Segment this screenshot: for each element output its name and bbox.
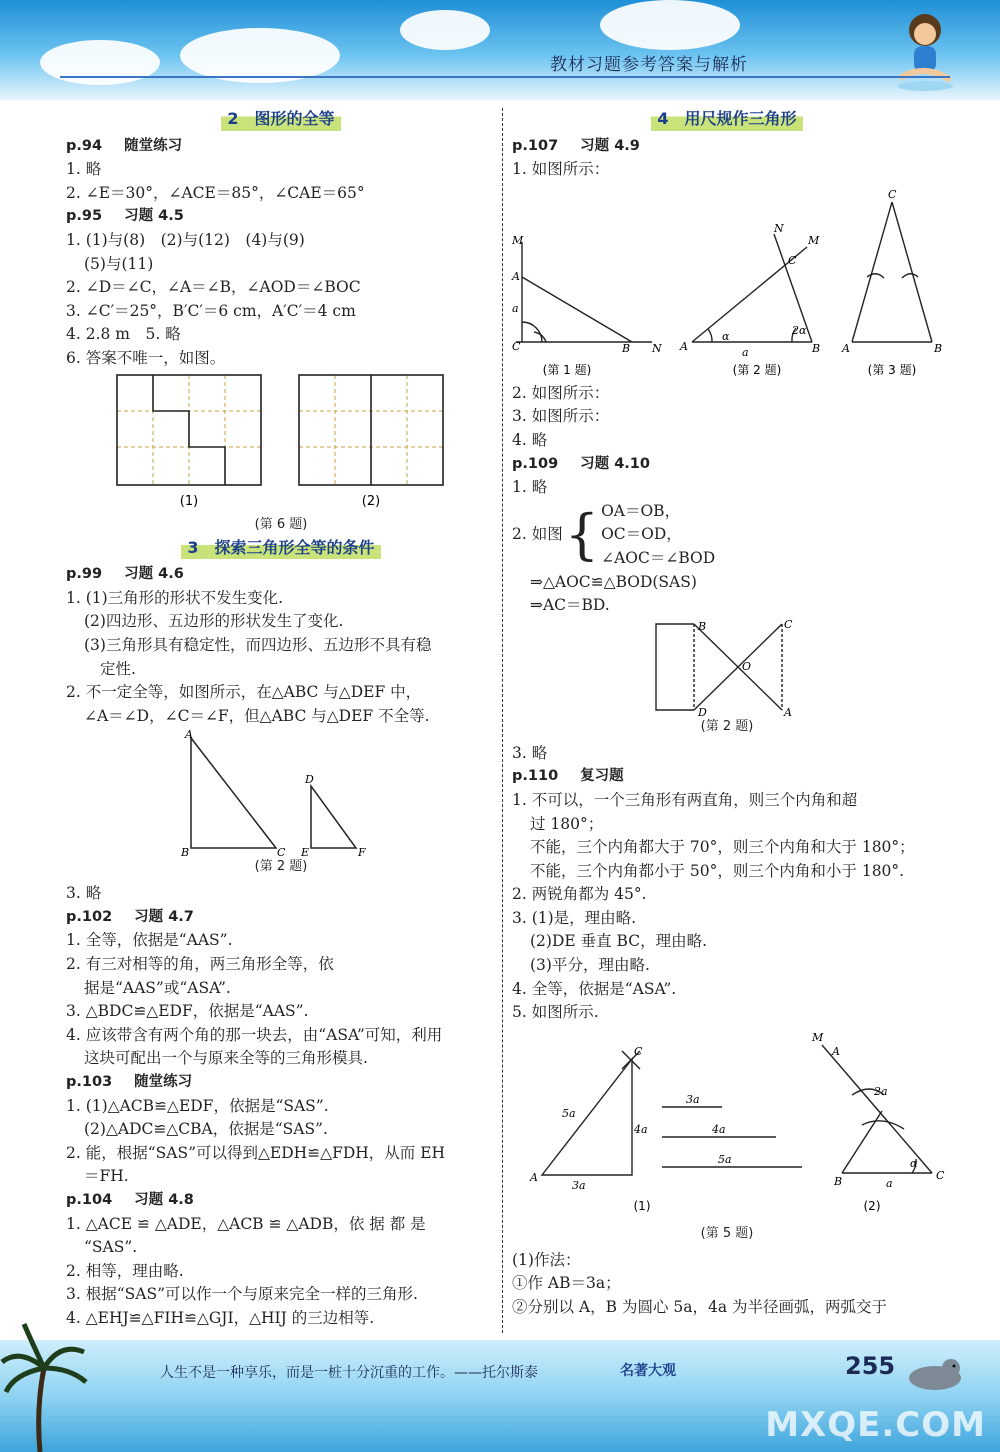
- svg-text:O: O: [742, 659, 752, 673]
- answer-line: (3)三角形具有稳定性，而四边形、五边形不具有稳: [84, 635, 432, 654]
- answer-line: 这块可配出一个与原来全等的三角形模具.: [84, 1049, 368, 1068]
- exercise-ref: p.99 习题 4.6: [66, 566, 184, 583]
- header-title: 教材习题参考答案与解析: [550, 55, 748, 75]
- answer-line: 3. 根据“SAS”可以作一个与原来完全一样的三角形.: [66, 1285, 418, 1304]
- answer-line: ⇒△AOC≌△BOD(SAS): [530, 572, 697, 591]
- answer-line: 2. ∠E＝30°，∠ACE＝85°，∠CAE＝65°: [66, 183, 365, 202]
- figure-sub-label: (1): [179, 493, 199, 509]
- answer-line: ①作 AB＝3a；: [512, 1274, 621, 1293]
- answer-line: ②分别以 A，B 为圆心 5a，4a 为半径画弧，两弧交于: [512, 1298, 887, 1317]
- svg-text:4a: 4a: [712, 1122, 726, 1136]
- figure-sub-label: (2): [361, 493, 381, 509]
- figure-review-constructions: [512, 1025, 945, 1225]
- answer-line: (2)DE 垂直 BC，理由略.: [530, 932, 708, 951]
- figure-sub-label: (1): [633, 1198, 651, 1213]
- svg-text:α: α: [722, 329, 730, 343]
- svg-text:α: α: [910, 1156, 918, 1170]
- answer-line: 4. 略: [512, 430, 548, 449]
- answer-line: (1)作法：: [512, 1250, 581, 1269]
- answer-line: (2)四边形、五边形的形状发生了变化.: [84, 612, 344, 631]
- header-sky-banner: [0, 0, 1000, 100]
- answer-line: 2. 能，根据“SAS”可以得到△EDH≌△FDH，从而 EH: [66, 1143, 446, 1162]
- svg-text:F: F: [358, 846, 366, 860]
- svg-text:C: C: [788, 253, 797, 267]
- answer-line: 3. (1)是，理由略.: [512, 908, 637, 927]
- answer-line: (2)△ADC≌△CBA，依据是“SAS”.: [84, 1120, 328, 1139]
- answer-line: ∠AOC＝∠BOD: [601, 548, 716, 567]
- cloud-decoration: [180, 28, 340, 83]
- svg-text:B: B: [622, 341, 631, 355]
- svg-text:a: a: [886, 1176, 893, 1190]
- answer-line: 2. ∠D＝∠C，∠A＝∠B，∠AOD＝∠BOC: [66, 278, 361, 297]
- proof-conditions: [601, 500, 715, 571]
- svg-text:2α: 2α: [792, 323, 807, 337]
- svg-text:5a: 5a: [718, 1152, 732, 1166]
- exercise-ref: p.95 习题 4.5: [66, 208, 184, 225]
- answer-line: 据是“AAS”或“ASA”.: [84, 978, 231, 997]
- exercise-ref: p.107 习题 4.9: [512, 137, 640, 154]
- figure-caption: (第 3 题): [867, 362, 917, 377]
- answer-line: 6. 答案不唯一，如图。: [66, 348, 226, 367]
- figure-sub-label: (2): [863, 1198, 881, 1213]
- svg-text:A: A: [680, 339, 688, 353]
- cloud-decoration: [40, 40, 160, 85]
- svg-text:A: A: [832, 1044, 840, 1058]
- svg-text:B: B: [812, 341, 821, 355]
- answer-line: ＝FH.: [84, 1167, 129, 1186]
- svg-text:M: M: [808, 233, 820, 247]
- figure-caption: (第 2 题): [700, 718, 754, 734]
- exercise-ref: p.110 复习题: [512, 768, 624, 785]
- figure-triangle-constructions: [512, 182, 942, 382]
- svg-text:C: C: [634, 1044, 643, 1058]
- svg-text:B: B: [934, 341, 943, 355]
- answer-line: 1. 不可以，一个三角形有两直角，则三个内角和超: [512, 790, 858, 809]
- answer-line: 4. 应该带含有两个角的那一块去，由“ASA”可知，利用: [66, 1025, 443, 1044]
- svg-text:C: C: [512, 339, 521, 353]
- seal-mascot-icon: [905, 1352, 965, 1392]
- brace-icon: {: [564, 503, 600, 567]
- answer-line: ⇒AC＝BD.: [530, 596, 610, 615]
- page-number: 255: [845, 1352, 896, 1380]
- figure-pond-measure: [642, 618, 812, 718]
- header-rule: [60, 76, 950, 78]
- svg-text:M: M: [512, 233, 524, 247]
- svg-text:5a: 5a: [562, 1106, 576, 1120]
- svg-text:D: D: [305, 773, 314, 787]
- answer-line: ∠A＝∠D，∠C＝∠F，但△ABC 与△DEF 不全等.: [84, 706, 430, 725]
- svg-text:A: A: [842, 341, 850, 355]
- svg-text:C: C: [784, 617, 793, 631]
- svg-text:C: C: [888, 187, 897, 201]
- svg-text:B: B: [181, 846, 190, 860]
- svg-text:A: A: [784, 705, 792, 719]
- answer-line: 2. 有三对相等的角，两三角形全等，依: [66, 955, 334, 974]
- palm-tree-icon: [0, 1318, 90, 1452]
- answer-line: 不能，三个内角都小于 50°，则三个内角和小于 180°.: [530, 861, 905, 880]
- svg-text:B: B: [834, 1174, 843, 1188]
- footer-quote: 人生不是一种享乐，而是一桩十分沉重的工作。——托尔斯泰: [160, 1365, 538, 1381]
- answer-line: 1. 全等，依据是“AAS”.: [66, 931, 233, 950]
- figure-grid-division: [91, 371, 471, 516]
- svg-text:N: N: [774, 221, 784, 235]
- answer-line: 2. 不一定全等，如图所示，在△ABC 与△DEF 中，: [66, 683, 422, 702]
- exercise-ref: p.109 习题 4.10: [512, 455, 650, 472]
- mascot-girl-icon: [890, 8, 960, 93]
- svg-text:N: N: [652, 341, 662, 355]
- svg-text:A: A: [185, 728, 193, 742]
- right-column: [512, 105, 945, 1320]
- answer-line: 3. 略: [512, 743, 548, 762]
- svg-text:a: a: [512, 301, 519, 315]
- section-title: 4 用尺规作三角形: [512, 107, 942, 131]
- exercise-ref: p.104 习题 4.8: [66, 1192, 194, 1208]
- exercise-ref: p.103 随堂练习: [66, 1074, 193, 1091]
- svg-text:3a: 3a: [686, 1092, 700, 1106]
- answer-line: 2. 两锐角都为 45°.: [512, 885, 647, 904]
- proof-block: [512, 500, 942, 571]
- figure-caption: (第 1 题): [542, 362, 592, 377]
- svg-text:B: B: [698, 619, 707, 633]
- answer-line: 3. △BDC≌△EDF，依据是“AAS”.: [66, 1002, 309, 1021]
- cloud-decoration: [600, 0, 740, 50]
- section-title: 3 探索三角形全等的条件: [66, 536, 496, 560]
- svg-text:C: C: [936, 1168, 945, 1182]
- answer-line: 1. 如图所示：: [512, 160, 610, 179]
- svg-text:2a: 2a: [874, 1084, 888, 1098]
- svg-text:C: C: [277, 846, 286, 860]
- answer-line: 3. 如图所示：: [512, 407, 610, 426]
- answer-line: 1. 略: [66, 160, 102, 179]
- answer-line: 3. 略: [66, 884, 102, 903]
- figure-caption: (第 2 题): [732, 362, 782, 377]
- answer-line: 1. 略: [512, 478, 548, 497]
- footer-brand: 名著大观: [620, 1363, 676, 1379]
- answer-line: (5)与(11): [84, 254, 154, 273]
- exercise-ref: p.102 习题 4.7: [66, 908, 194, 925]
- answer-line: 1. (1)与(8) (2)与(12) (4)与(9): [66, 230, 305, 249]
- answer-line: 1. (1)△ACB≌△EDF，依据是“SAS”.: [66, 1096, 329, 1115]
- cloud-decoration: [400, 10, 490, 50]
- answer-line: 2. 如图: [512, 525, 563, 544]
- answer-line: 3. ∠C′＝25°，B′C′＝6 cm，A′C′＝4 cm: [66, 301, 356, 320]
- section-title: 2 图形的全等: [66, 107, 496, 131]
- svg-text:a: a: [742, 345, 749, 359]
- answer-line: 4. 全等，依据是“ASA”.: [512, 979, 677, 998]
- answer-line: 1. △ACE ≌ △ADE，△ACB ≌ △ADB，依 据 都 是: [66, 1214, 426, 1233]
- answer-line: 5. 如图所示.: [512, 1003, 599, 1022]
- answer-line: 2. 相等，理由略.: [66, 1261, 184, 1280]
- svg-text:A: A: [530, 1170, 538, 1184]
- watermark: MXQE.COM: [765, 1405, 986, 1445]
- svg-text:D: D: [698, 705, 707, 719]
- answer-line: “SAS”.: [84, 1238, 138, 1257]
- svg-text:4a: 4a: [634, 1122, 648, 1136]
- figure-caption: (第 2 题): [254, 859, 308, 875]
- answer-line: (3)平分，理由略.: [530, 956, 650, 975]
- answer-line: 4. △EHJ≌△FIH≌△GJI，△HIJ 的三边相等.: [66, 1308, 375, 1327]
- svg-text:3a: 3a: [572, 1178, 586, 1192]
- answer-line: OA＝OB，: [601, 501, 681, 520]
- svg-text:M: M: [812, 1030, 824, 1044]
- answer-line: 过 180°；: [530, 814, 604, 833]
- svg-text:A: A: [512, 269, 520, 283]
- answer-line: 不能，三个内角都大于 70°，则三个内角和大于 180°；: [530, 838, 915, 857]
- left-column: [66, 105, 496, 1331]
- answer-line: OC＝OD，: [601, 525, 682, 544]
- answer-line: 1. (1)三角形的形状不发生变化.: [66, 588, 284, 607]
- answer-line: 定性.: [100, 659, 136, 678]
- answer-line: 4. 2.8 m 5. 略: [66, 325, 181, 344]
- svg-text:E: E: [301, 846, 310, 860]
- exercise-ref: p.94 随堂练习: [66, 137, 183, 154]
- answer-line: 2. 如图所示：: [512, 383, 610, 402]
- figure-caption: (第 5 题): [700, 1225, 754, 1241]
- column-divider: [502, 108, 503, 1333]
- figure-two-triangles: [151, 728, 411, 858]
- figure-caption: (第 6 题): [254, 516, 308, 532]
